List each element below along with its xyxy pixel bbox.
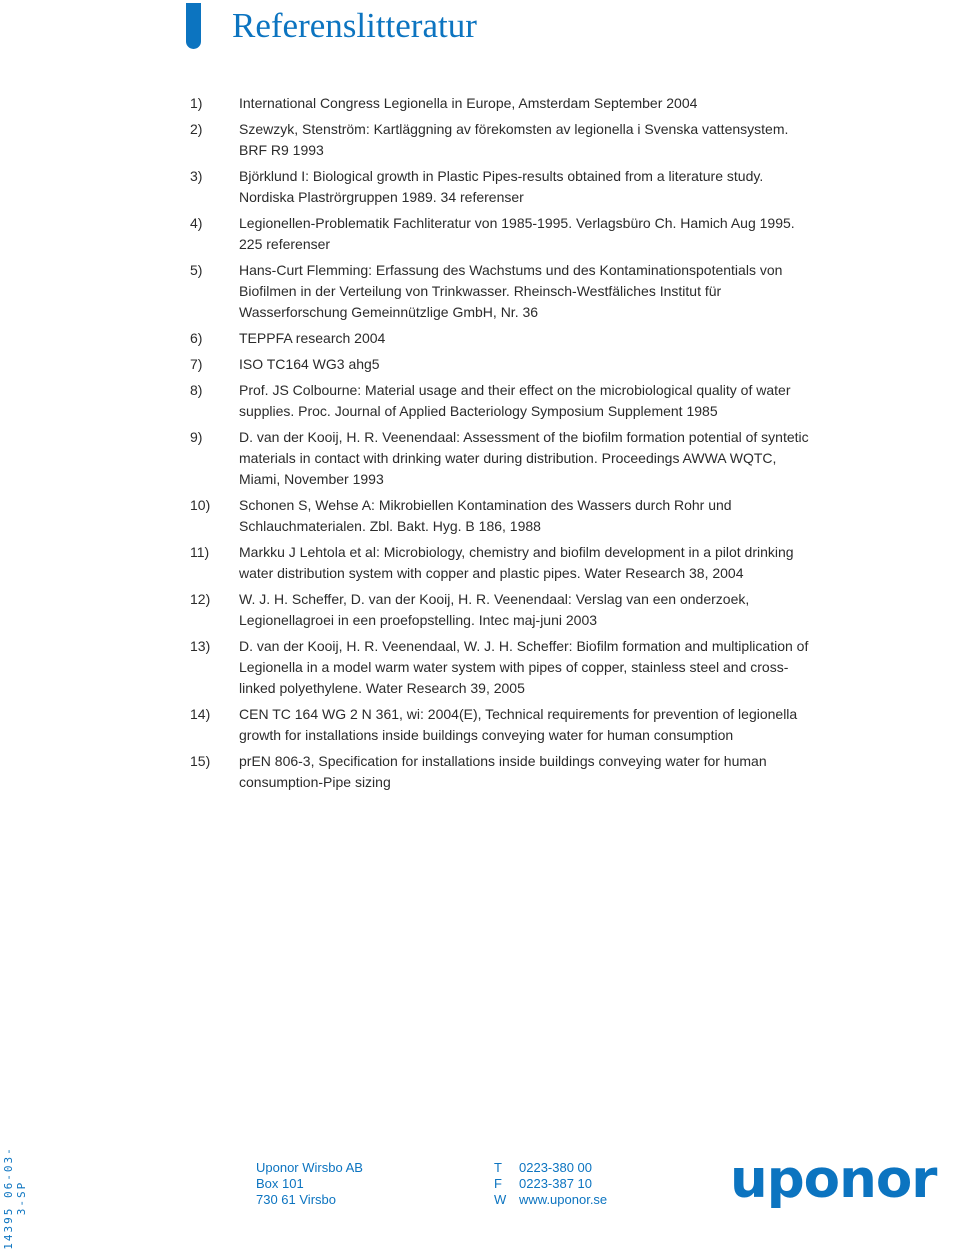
reference-text: Prof. JS Colbourne: Material usage and their effect on the microbiological quality of water supplies. Proc. Journal of Applied Bacteriology Symposium Supplement 1985 (239, 382, 791, 419)
phone-row (494, 1160, 607, 1176)
reference-item (190, 589, 810, 631)
reference-text: Hans-Curt Flemming: Erfassung des Wachstums und des Kontaminationspotentials von Biofilmen in der Verteilung von Trinkwasser. Rheinsch-Westfäliches Institut für Wasserforschung Gemeinnützlige GmbH, Nr. 36 (239, 262, 783, 320)
reference-item (190, 328, 810, 349)
reference-text: Legionellen-Problematik Fachliteratur von 1985-1995. Verlagsbüro Ch. Hamich Aug 1995. 225 referenser (239, 215, 795, 252)
reference-item (190, 93, 810, 114)
reference-item (190, 260, 810, 323)
document-code: 14395 06-03-3-SP (2, 1146, 28, 1250)
reference-number: 3) (190, 168, 203, 184)
uponor-logo: uponor (730, 1149, 937, 1210)
reference-number: 14) (190, 706, 211, 722)
reference-number: 6) (190, 330, 203, 346)
reference-number: 15) (190, 753, 211, 769)
reference-text: Markku J Lehtola et al: Microbiology, chemistry and biofilm development in a pilot drinking water distribution system with copper and plastic pipes. Water Research 38, 2004 (239, 544, 794, 581)
reference-text: International Congress Legionella in Europe, Amsterdam September 2004 (239, 95, 698, 111)
reference-text: D. van der Kooij, H. R. Veenendaal, W. J. H. Scheffer: Biofilm formation and multiplication of Legionella in a model warm water system with pipes of copper, stainless steel and cross-linked polyethylene. Water Research 39, 2005 (239, 638, 809, 696)
reference-text: W. J. H. Scheffer, D. van der Kooij, H. R. Veenendaal: Verslag van een onderzoek, Legionellagroei in een proefopstelling. Intec maj-juni 2003 (239, 591, 750, 628)
web-row (494, 1192, 607, 1208)
reference-text: Schonen S, Wehse A: Mikrobiellen Kontamination des Wassers durch Rohr und Schlauchmaterialen. Zbl. Bakt. Hyg. B 186, 1988 (239, 497, 732, 534)
reference-number: 12) (190, 591, 211, 607)
reference-number: 5) (190, 262, 203, 278)
phone-number: 0223-380 00 (519, 1160, 593, 1175)
company-box: Box 101 (256, 1176, 304, 1191)
reference-number: 11) (190, 544, 210, 560)
reference-item (190, 380, 810, 422)
reference-text: TEPPFA research 2004 (239, 330, 386, 346)
reference-item (190, 495, 810, 537)
company-city: 730 61 Virsbo (256, 1192, 336, 1207)
fax-number: 0223-387 10 (519, 1176, 593, 1191)
reference-item (190, 636, 810, 699)
reference-item (190, 704, 810, 746)
reference-item (190, 119, 810, 161)
reference-item (190, 166, 810, 208)
title-accent-bar (186, 3, 201, 49)
reference-number: 7) (190, 356, 203, 372)
reference-text: D. van der Kooij, H. R. Veenendaal: Assessment of the biofilm formation potential of syntetic materials in contact with drinking water during distribution. Proceedings AWWA WQTC, Miami, November 1993 (239, 429, 809, 487)
reference-number: 2) (190, 121, 203, 137)
reference-item (190, 427, 810, 490)
web-link[interactable]: www.uponor.se (519, 1192, 608, 1207)
reference-item (190, 354, 810, 375)
reference-number: 1) (190, 95, 203, 111)
reference-item (190, 213, 810, 255)
reference-number: 4) (190, 215, 203, 231)
reference-number: 8) (190, 382, 203, 398)
reference-text: Björklund I: Biological growth in Plastic Pipes-results obtained from a literature study. Nordiska Plaströrgruppen 1989. 34 referenser (239, 168, 764, 205)
reference-item (190, 542, 810, 584)
reference-list (190, 93, 810, 798)
reference-number: 13) (190, 638, 211, 654)
reference-text: Szewzyk, Stenström: Kartläggning av förekomsten av legionella i Svenska vattensystem. BRF R9 1993 (239, 121, 789, 158)
reference-text: ISO TC164 WG3 ahg5 (239, 356, 380, 372)
company-contact (494, 1160, 607, 1208)
reference-text: prEN 806-3, Specification for installations inside buildings conveying water for human consumption-Pipe sizing (239, 753, 767, 790)
web-label: W (494, 1192, 507, 1207)
company-address (256, 1160, 363, 1208)
company-name: Uponor Wirsbo AB (256, 1160, 363, 1175)
reference-number: 10) (190, 497, 211, 513)
reference-text: CEN TC 164 WG 2 N 361, wi: 2004(E), Technical requirements for prevention of legionella growth for installations inside buildings conveying water for human consumption (239, 706, 798, 743)
page-title: Referenslitteratur (232, 6, 477, 45)
fax-label: F (494, 1176, 502, 1191)
fax-row (494, 1176, 607, 1192)
reference-item (190, 751, 810, 793)
phone-label: T (494, 1160, 502, 1175)
reference-number: 9) (190, 429, 203, 445)
